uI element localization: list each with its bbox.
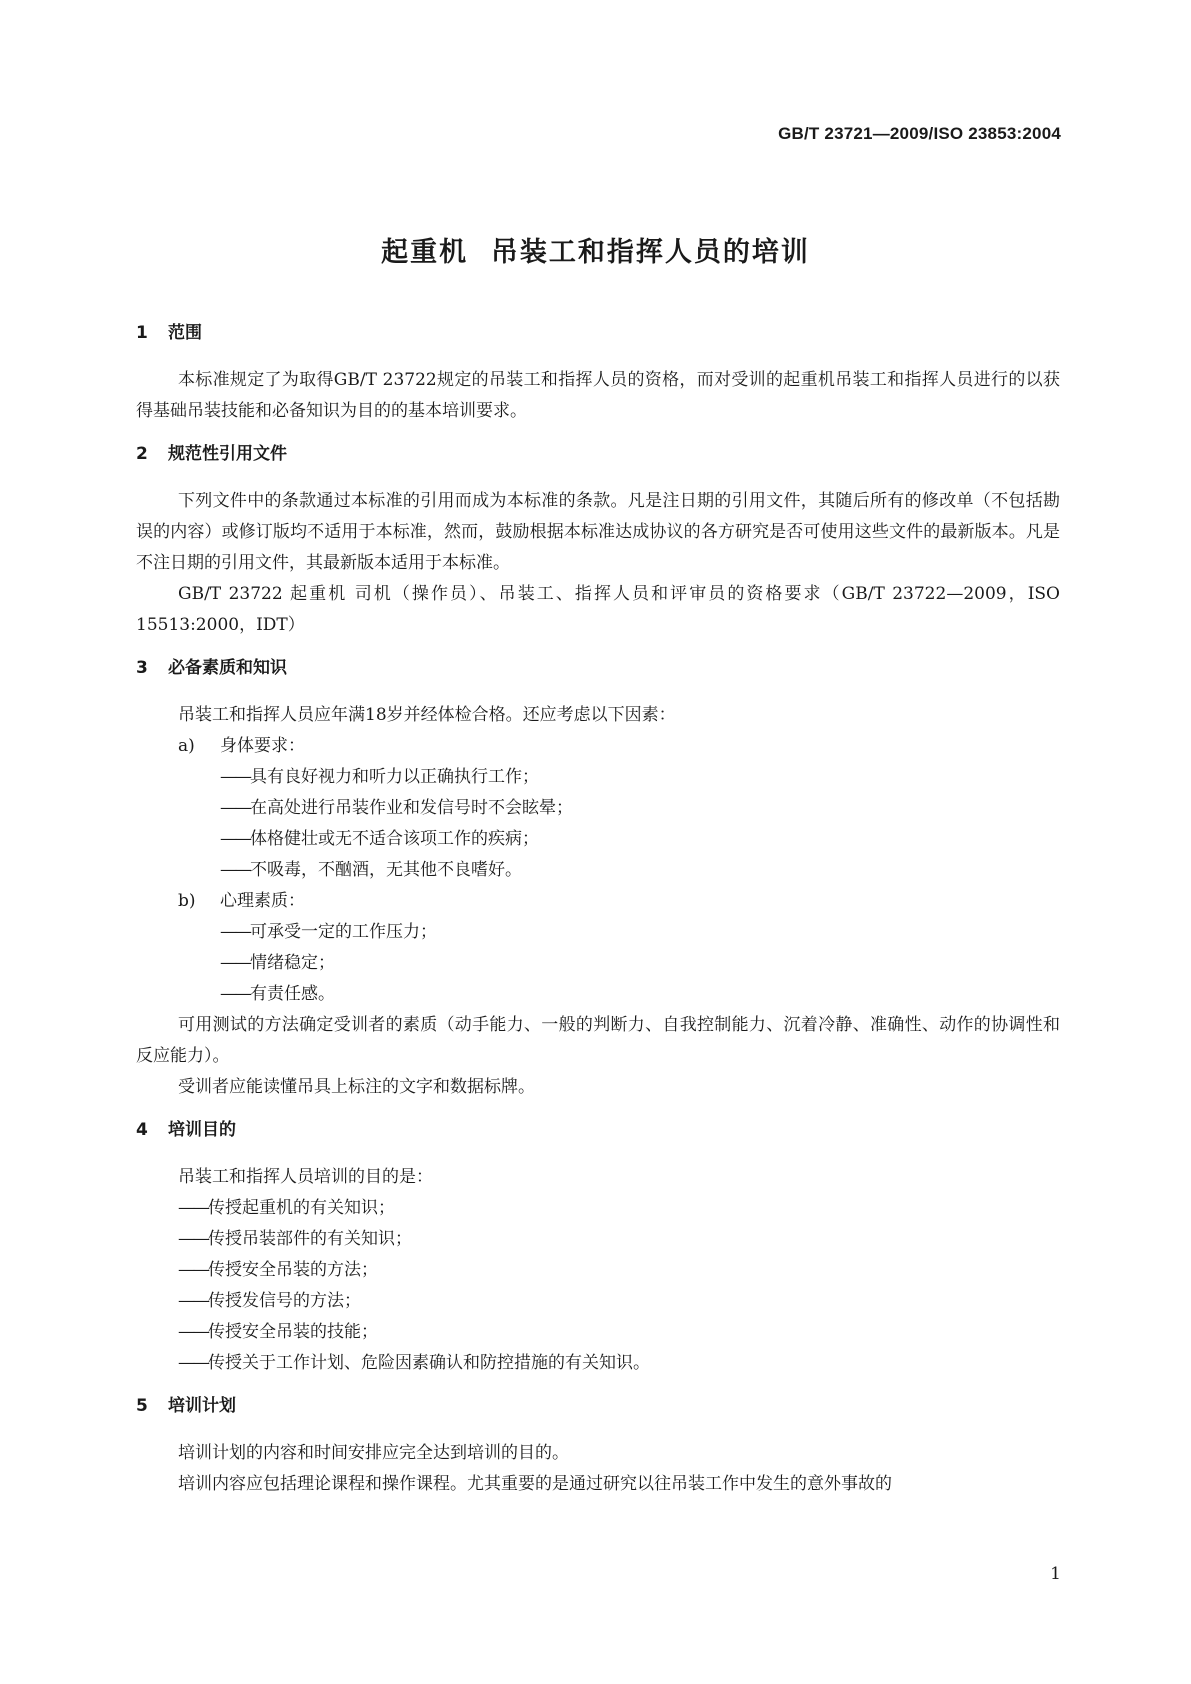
list-item: ——传授安全吊装的方法； [178, 1260, 378, 1280]
section-heading [136, 318, 1060, 349]
dash-marker: —— [220, 829, 250, 849]
dash-marker: —— [178, 1353, 208, 1373]
section-title: 范围 [168, 323, 202, 343]
dash-marker: —— [220, 798, 250, 818]
list-heading-physical [136, 731, 1060, 762]
dash-marker: —— [178, 1291, 208, 1311]
list-item: ——在高处进行吊装作业和发信号时不会眩晕； [220, 798, 573, 818]
section-number: 4 [136, 1120, 148, 1140]
list-label: a) [178, 736, 195, 756]
list-item: ——可承受一定的工作压力； [220, 922, 437, 942]
section-number: 1 [136, 323, 148, 343]
list-item: ——情绪稳定； [220, 953, 335, 973]
dash-marker: —— [220, 767, 250, 787]
paragraph: 受训者应能读懂吊具上标注的文字和数据标牌。 [178, 1077, 535, 1097]
dash-marker: —— [178, 1260, 208, 1280]
list-heading-psychological [136, 886, 1060, 917]
standard-number: GB/T 23721—2009/ISO 23853:2004 [778, 124, 1061, 143]
list-item: ——传授吊装部件的有关知识； [178, 1229, 412, 1249]
list-item: ——有责任感。 [220, 984, 335, 1004]
paragraph: 本标准规定了为取得GB/T 23722规定的吊装工和指挥人员的资格，而对受训的起重机吊装工和指挥人员进行的以获得基础吊装技能和必备知识为目的的基本培训要求。 [136, 370, 1060, 421]
section-heading [136, 1391, 1060, 1422]
page-number: 1 [1050, 1564, 1061, 1584]
list-item: ——体格健壮或无不适合该项工作的疾病； [220, 829, 539, 849]
section-number: 5 [136, 1396, 148, 1416]
list-item: ——传授安全吊装的技能； [178, 1322, 378, 1342]
section-requirements [136, 653, 1060, 1103]
document-title: 起重机 吊装工和指挥人员的培训 [381, 237, 810, 268]
section-title: 培训目的 [168, 1120, 236, 1140]
dash-marker: —— [178, 1229, 208, 1249]
list-item: ——传授起重机的有关知识； [178, 1198, 395, 1218]
reference-entry: GB/T 23722 起重机 司机（操作员）、吊装工、指挥人员和评审员的资格要求（GB/T 23722—2009，ISO 15513:2000，IDT） [136, 584, 1060, 635]
section-training-objectives [136, 1115, 1060, 1379]
section-title: 培训计划 [168, 1396, 236, 1416]
section-heading [136, 1115, 1060, 1146]
paragraph: 培训计划的内容和时间安排应完全达到培训的目的。 [178, 1443, 569, 1463]
dash-marker: —— [178, 1198, 208, 1218]
section-training-plan [136, 1391, 1060, 1500]
section-number: 3 [136, 658, 148, 678]
section-normative-references [136, 439, 1060, 641]
section-title: 必备素质和知识 [168, 658, 287, 678]
section-scope [136, 318, 1060, 427]
dash-marker: —— [220, 860, 250, 880]
section-number: 2 [136, 444, 148, 464]
list-item: ——具有良好视力和听力以正确执行工作； [220, 767, 539, 787]
dash-marker: —— [220, 922, 250, 942]
list-label: b) [178, 891, 196, 911]
list-item: ——不吸毒，不酗酒，无其他不良嗜好。 [220, 860, 522, 880]
paragraph: 可用测试的方法确定受训者的素质（动手能力、一般的判断力、自我控制能力、沉着冷静、准确性、动作的协调性和反应能力）。 [136, 1015, 1060, 1066]
paragraph: 吊装工和指挥人员应年满18岁并经体检合格。还应考虑以下因素： [178, 705, 676, 725]
list-title: 心理素质： [220, 891, 305, 911]
paragraph: 下列文件中的条款通过本标准的引用而成为本标准的条款。凡是注日期的引用文件，其随后所有的修改单（不包括勘误的内容）或修订版均不适用于本标准，然而，鼓励根据本标准达成协议的各方研究是否可使用这些文件的最新版本。凡是不注日期的引用文件，其最新版本适用于本标准。 [136, 491, 1060, 573]
paragraph: 培训内容应包括理论课程和操作课程。尤其重要的是通过研究以往吊装工作中发生的意外事故的 [178, 1474, 892, 1494]
section-heading [136, 439, 1060, 470]
document-body [136, 318, 1060, 1512]
paragraph: 吊装工和指挥人员培训的目的是： [178, 1167, 433, 1187]
dash-marker: —— [178, 1322, 208, 1342]
section-title: 规范性引用文件 [168, 444, 287, 464]
dash-marker: —— [220, 984, 250, 1004]
dash-marker: —— [220, 953, 250, 973]
section-heading [136, 653, 1060, 684]
list-item: ——传授发信号的方法； [178, 1291, 361, 1311]
list-title: 身体要求： [220, 736, 305, 756]
list-item: ——传授关于工作计划、危险因素确认和防控措施的有关知识。 [178, 1353, 650, 1373]
